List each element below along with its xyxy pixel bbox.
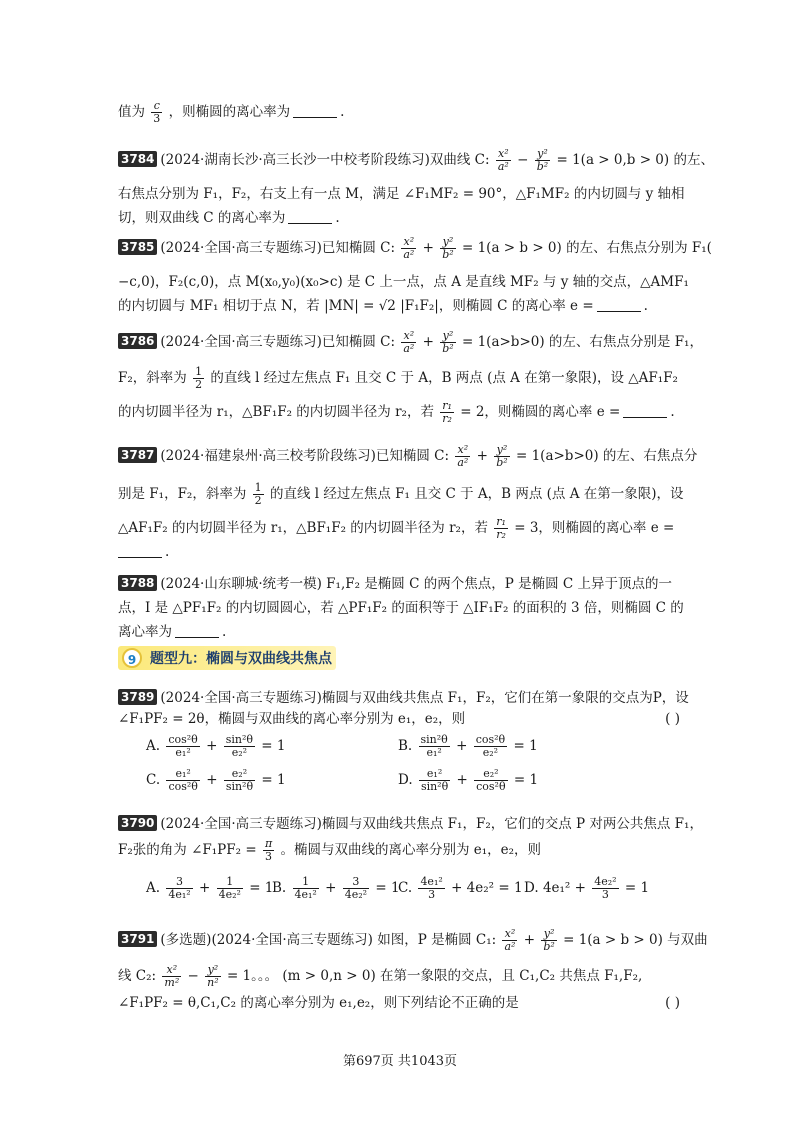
problem-3786-line3: 的内切圆半径为 r₁，△BF₁F₂ 的内切圆半径为 r₂，若 $\frac{\text{r₁}}{\text{r₂}}$ = 2，则椭圆的离心率 e = .	[118, 399, 675, 425]
problem-number: 3785	[118, 239, 157, 255]
problem-3791-line3: ∠F₁PF₂ = θ,C₁,C₂ 的离心率分别为 e₁,e₂，则下列结论不正确的是 ( )	[118, 988, 680, 1018]
option-b: B. $\frac{1}{\text{4e₁²}}$ + $\frac{3}{\text{4e₂²}}$ = 1	[272, 875, 400, 901]
answer-blank	[175, 636, 219, 638]
answer-blank	[597, 310, 641, 312]
section-header	[118, 646, 336, 670]
problem-3788-line1: 3788 (2024·山东聊城·统考一模) F₁,F₂ 是椭圆 C 的两个焦点，P 是椭圆 C 上异于顶点的一	[118, 572, 672, 592]
section-number-badge: 9	[122, 648, 142, 668]
answer-blank	[623, 416, 667, 418]
problem-number: 3787	[118, 447, 157, 463]
option-b: B. $\frac{\text{sin²θ}}{\text{e₁²}}$ + $\frac{\text{cos²θ}}{\text{e₂²}}$ = 1	[398, 733, 538, 759]
problem-number: 3784	[118, 151, 157, 167]
problem-3785-line1: 3785 (2024·全国·高三专题练习)已知椭圆 C: $\frac{\text{x²}}{\text{a²}}$ + $\frac{\text{y²}}{\text{b²}}$ = 1(a > b > 0) 的左、右焦点分别为 F₁(	[118, 236, 712, 261]
problem-number: 3788	[118, 575, 157, 591]
problem-number: 3791	[118, 931, 157, 947]
problem-3791-line1: 3791 (多选题)(2024·全国·高三专题练习) 如图，P 是椭圆 C₁: $\frac{\text{x²}}{\text{a²}}$ + $\frac{\text{y²}}{\text{b²}}$ = 1(a > b > 0) 与双曲	[118, 928, 708, 953]
problem-3787-line1: 3787 (2024·福建泉州·高三校考阶段练习)已知椭圆 C: $\frac{\text{x²}}{\text{a²}}$ + $\frac{\text{y²}}{\text{b²}}$ = 1(a>b>0) 的左、右焦点分	[118, 444, 697, 469]
problem-3784-line3: 切，则双曲线 C 的离心率为 .	[118, 210, 340, 226]
problem-number: 3790	[118, 815, 157, 831]
problem-3788-line2: 点，I 是 △PF₁F₂ 的内切圆圆心，若 △PF₁F₂ 的面积等于 △IF₁F₂ 的面积的 3 倍，则椭圆 C 的	[118, 600, 684, 616]
problem-3790-line1: 3790 (2024·全国·高三专题练习)椭圆与双曲线共焦点 F₁，F₂，它们的交点 P 对两公共焦点 F₁，	[118, 812, 703, 832]
option-a: A. $\frac{\text{cos²θ}}{\text{e₁²}}$ + $\frac{\text{sin²θ}}{\text{e₂²}}$ = 1	[146, 733, 286, 759]
continued-line: 值为 $\frac{c}{3}$ ，则椭圆的离心率为 .	[118, 99, 345, 125]
answer-paren: ( )	[665, 711, 680, 727]
problem-3787-line4: .	[118, 544, 169, 560]
problem-number: 3789	[118, 689, 157, 705]
problem-number: 3786	[118, 333, 157, 349]
option-c: C. $\frac{\text{e₁²}}{\text{cos²θ}}$ + $\frac{\text{e₂²}}{\text{sin²θ}}$ = 1	[146, 767, 286, 793]
problem-3785-line2: −c,0)，F₂(c,0)，点 M(x₀,y₀)(x₀>c) 是 C 上一点，点 A 是直线 MF₂ 与 y 轴的交点，△AMF₁	[118, 274, 689, 290]
problem-3789-line2: ∠F₁PF₂ = 2θ，椭圆与双曲线的离心率分别为 e₁，e₂，则 ( )	[118, 704, 680, 734]
problem-3787-line3: △AF₁F₂ 的内切圆半径为 r₁，△BF₁F₂ 的内切圆半径为 r₂，若 $\frac{\text{r₁}}{\text{r₂}}$ = 3，则椭圆的离心率 e =	[118, 515, 675, 541]
option-a: A. $\frac{3}{\text{4e₁²}}$ + $\frac{1}{\text{4e₂²}}$ = 1	[146, 875, 274, 901]
problem-3785-line3: 的内切圆与 MF₁ 相切于点 N，若 |MN| = √2 |F₁F₂|，则椭圆 C 的离心率 e = .	[118, 298, 648, 314]
problem-3787-line2: 别是 F₁，F₂，斜率为 $\frac{1}{2}$ 的直线 l 经过左焦点 F₁ 且交 C 于 A，B 两点 (点 A 在第一象限)，设	[118, 481, 684, 507]
problem-3790-line2: F₂张的角为 ∠F₁PF₂ = $\frac{\pi}{3}$ 。椭圆与双曲线的离心率分别为 e₁，e₂，则	[118, 837, 542, 863]
problem-3784-line1: 3784 (2024·湖南长沙·高三长沙一中校考阶段练习)双曲线 C: $\frac{\text{x²}}{\text{a²}}$ − $\frac{\text{y²}}{\text{b²}}$ = 1(a > 0,b > 0) 的左、	[118, 148, 714, 173]
page-footer: 第697页 共1043页	[342, 1054, 458, 1069]
section-title: 题型九：椭圆与双曲线共焦点	[150, 651, 332, 667]
problem-3791-line2: 线 C₂: $\frac{\text{x²}}{\text{m²}}$ − $\frac{\text{y²}}{\text{n²}}$ = 1。。。 (m > 0,n > 0) 在第一象限的交点，且 C₁,C₂ 共焦点 F₁,F₂,	[118, 963, 643, 989]
problem-3786-line2: F₂，斜率为 $\frac{1}{2}$ 的直线 l 经过左焦点 F₁ 且交 C 于 A，B 两点 (点 A 在第一象限)，设 △AF₁F₂	[118, 365, 678, 391]
option-c: C. $\frac{\text{4e₁²}}{3}$ + 4e₂² = 1	[398, 875, 523, 901]
answer-blank	[288, 222, 332, 224]
answer-paren: ( )	[665, 995, 680, 1011]
answer-blank	[293, 116, 337, 118]
problem-3786-line1: 3786 (2024·全国·高三专题练习)已知椭圆 C: $\frac{\text{x²}}{\text{a²}}$ + $\frac{\text{y²}}{\text{b²}}$ = 1(a>b>0) 的左、右焦点分别是 F₁，	[118, 330, 703, 355]
option-d: D. $\frac{\text{e₁²}}{\text{sin²θ}}$ + $\frac{\text{e₂²}}{\text{cos²θ}}$ = 1	[398, 767, 539, 793]
problem-3789-line1: 3789 (2024·全国·高三专题练习)椭圆与双曲线共焦点 F₁，F₂，它们在第一象限的交点为P，设	[118, 686, 689, 706]
problem-3784-line2: 右焦点分别为 F₁，F₂，右支上有一点 M，满足 ∠F₁MF₂ = 90°，△F₁MF₂ 的内切圆与 y 轴相	[118, 186, 685, 202]
problem-3788-line3: 离心率为 .	[118, 624, 227, 640]
answer-blank	[118, 556, 162, 558]
option-d: D. 4e₁² + $\frac{\text{4e₂²}}{3}$ = 1	[524, 875, 650, 901]
